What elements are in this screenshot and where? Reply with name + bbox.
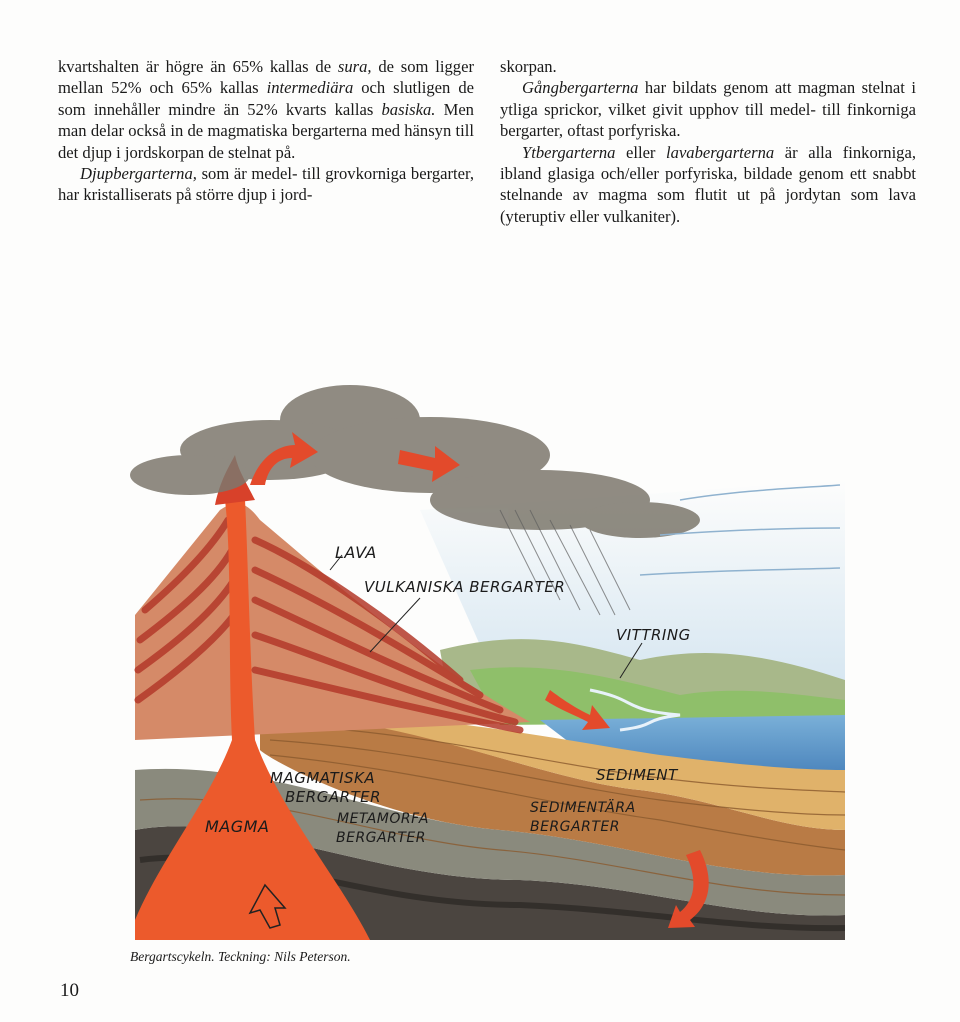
label-lava: LAVA	[335, 543, 377, 562]
term-intermediara: intermediära	[266, 78, 354, 98]
label-magmatiska: MAGMATISKA	[270, 769, 376, 787]
left-paragraph-1: kvartshalten är högre än 65% kallas de sura, de som ligger mellan 52% och 65% kallas intermediära och slutligen de som innehåller mindre än 52% kvarts kallas basiska. Men man delar också in de magmatiska bergarterna med hänsyn till det djup i jordskorpan de stelnat på.	[58, 57, 474, 162]
label-sedimentara-bergarter: BERGARTER	[530, 819, 620, 835]
label-metamorfa: METAMORFA	[337, 811, 429, 827]
label-metamorfa-bergarter: BERGARTER	[336, 830, 426, 846]
right-paragraph-1: skorpan.	[500, 57, 557, 76]
term-ytbergarterna: Ytbergarterna	[522, 142, 616, 162]
label-magma: MAGMA	[205, 817, 270, 836]
right-paragraph-2: Gångbergarterna har bildats genom att magman stelnat i ytliga sprickor, vilket givit upphov till medel- till finkorniga bergarter, oftast porfyriska.	[500, 78, 916, 141]
right-paragraph-3: Ytbergarterna eller lavabergarterna är alla finkorniga, ibland glasiga och/eller porfyriska, bildade genom ett snabbt stelnande av magma som flutit ut på jordytan som lava (yteruptiv eller vulkaniter).	[500, 142, 916, 226]
label-sedimentara: SEDIMENTÄRA	[530, 800, 636, 816]
term-gangbergarterna: Gångbergarterna	[522, 78, 639, 98]
label-sediment: SEDIMENT	[596, 766, 678, 784]
left-text-column	[58, 56, 474, 206]
right-text-column	[500, 56, 916, 227]
rock-cycle-illustration	[120, 360, 845, 940]
figure-caption: Bergartscykeln. Teckning: Nils Peterson.	[130, 949, 351, 964]
term-djupbergarterna: Djupbergarterna,	[80, 164, 197, 184]
label-vulkaniska-bergarter: VULKANISKA BERGARTER	[364, 578, 566, 596]
left-paragraph-2: Djupbergarterna, som är medel- till grovkorniga bergarter, har kristalliserats på större djup i jord-	[58, 164, 474, 205]
page-number: 10	[60, 980, 79, 1001]
term-sura: sura,	[337, 57, 372, 76]
label-vittring: VITTRING	[616, 626, 691, 644]
term-lavabergarterna: lavabergarterna	[666, 142, 775, 162]
label-magmatiska-bergarter: BERGARTER	[285, 788, 382, 806]
term-basiska: basiska.	[381, 99, 436, 119]
